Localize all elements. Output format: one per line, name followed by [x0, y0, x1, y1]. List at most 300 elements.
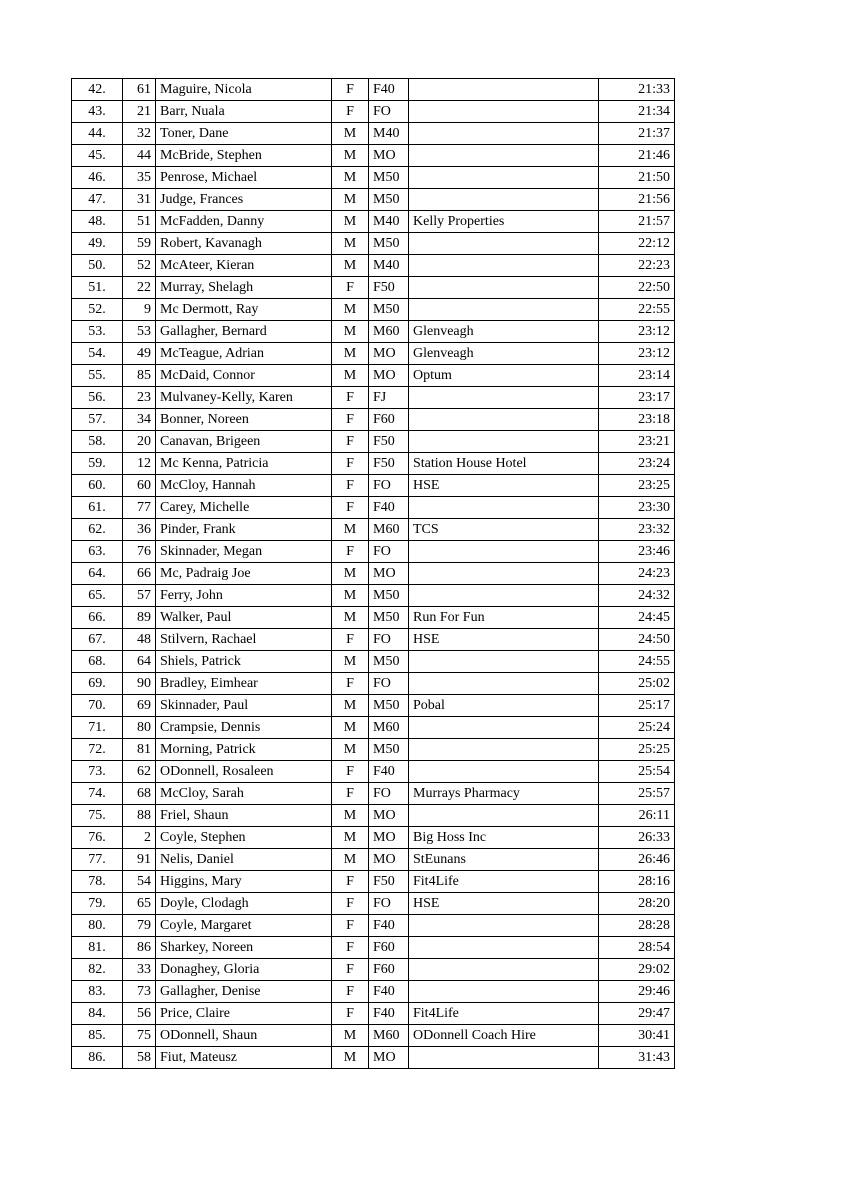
club-cell: Fit4Life	[409, 1003, 599, 1025]
finish-time-cell: 24:55	[599, 651, 675, 673]
finish-time-cell: 23:46	[599, 541, 675, 563]
table-row	[72, 629, 675, 651]
category-cell: F60	[369, 937, 409, 959]
bib-number-cell: 20	[123, 431, 156, 453]
runner-name-cell: Penrose, Michael	[156, 167, 332, 189]
table-row	[72, 387, 675, 409]
bib-number-cell: 64	[123, 651, 156, 673]
finish-time-cell: 24:50	[599, 629, 675, 651]
club-cell: Kelly Properties	[409, 211, 599, 233]
club-cell	[409, 167, 599, 189]
club-cell: Fit4Life	[409, 871, 599, 893]
club-cell	[409, 673, 599, 695]
bib-number-cell: 31	[123, 189, 156, 211]
club-cell	[409, 981, 599, 1003]
finish-time-cell: 25:57	[599, 783, 675, 805]
sex-cell: M	[332, 233, 369, 255]
club-cell: HSE	[409, 629, 599, 651]
position-cell: 66.	[72, 607, 123, 629]
bib-number-cell: 85	[123, 365, 156, 387]
position-cell: 44.	[72, 123, 123, 145]
bib-number-cell: 89	[123, 607, 156, 629]
category-cell: F50	[369, 277, 409, 299]
runner-name-cell: Nelis, Daniel	[156, 849, 332, 871]
category-cell: F40	[369, 981, 409, 1003]
bib-number-cell: 33	[123, 959, 156, 981]
bib-number-cell: 81	[123, 739, 156, 761]
category-cell: M50	[369, 739, 409, 761]
finish-time-cell: 23:24	[599, 453, 675, 475]
sex-cell: M	[332, 145, 369, 167]
club-cell	[409, 123, 599, 145]
category-cell: M50	[369, 607, 409, 629]
table-row	[72, 695, 675, 717]
sex-cell: M	[332, 519, 369, 541]
category-cell: M60	[369, 717, 409, 739]
finish-time-cell: 22:12	[599, 233, 675, 255]
finish-time-cell: 25:17	[599, 695, 675, 717]
bib-number-cell: 80	[123, 717, 156, 739]
table-row	[72, 211, 675, 233]
position-cell: 64.	[72, 563, 123, 585]
club-cell	[409, 937, 599, 959]
club-cell	[409, 959, 599, 981]
sex-cell: F	[332, 101, 369, 123]
sex-cell: M	[332, 563, 369, 585]
category-cell: M60	[369, 321, 409, 343]
runner-name-cell: Mc Dermott, Ray	[156, 299, 332, 321]
table-row	[72, 277, 675, 299]
table-row	[72, 79, 675, 101]
club-cell: Murrays Pharmacy	[409, 783, 599, 805]
sex-cell: M	[332, 1047, 369, 1069]
category-cell: F50	[369, 871, 409, 893]
table-row	[72, 563, 675, 585]
runner-name-cell: Friel, Shaun	[156, 805, 332, 827]
sex-cell: F	[332, 629, 369, 651]
club-cell: Big Hoss Inc	[409, 827, 599, 849]
table-row	[72, 981, 675, 1003]
finish-time-cell: 29:02	[599, 959, 675, 981]
position-cell: 61.	[72, 497, 123, 519]
table-row	[72, 871, 675, 893]
sex-cell: F	[332, 277, 369, 299]
category-cell: M50	[369, 585, 409, 607]
table-row	[72, 1025, 675, 1047]
finish-time-cell: 21:56	[599, 189, 675, 211]
bib-number-cell: 9	[123, 299, 156, 321]
runner-name-cell: McAteer, Kieran	[156, 255, 332, 277]
bib-number-cell: 91	[123, 849, 156, 871]
category-cell: F40	[369, 761, 409, 783]
club-cell	[409, 431, 599, 453]
finish-time-cell: 26:33	[599, 827, 675, 849]
table-row	[72, 849, 675, 871]
category-cell: F50	[369, 431, 409, 453]
bib-number-cell: 66	[123, 563, 156, 585]
table-row	[72, 343, 675, 365]
runner-name-cell: Morning, Patrick	[156, 739, 332, 761]
runner-name-cell: Murray, Shelagh	[156, 277, 332, 299]
category-cell: FO	[369, 475, 409, 497]
finish-time-cell: 22:50	[599, 277, 675, 299]
table-row	[72, 233, 675, 255]
category-cell: M60	[369, 519, 409, 541]
club-cell	[409, 409, 599, 431]
finish-time-cell: 28:54	[599, 937, 675, 959]
table-row	[72, 431, 675, 453]
club-cell	[409, 233, 599, 255]
table-row	[72, 673, 675, 695]
club-cell	[409, 387, 599, 409]
bib-number-cell: 36	[123, 519, 156, 541]
position-cell: 59.	[72, 453, 123, 475]
club-cell	[409, 189, 599, 211]
finish-time-cell: 21:37	[599, 123, 675, 145]
sex-cell: M	[332, 805, 369, 827]
sex-cell: M	[332, 211, 369, 233]
runner-name-cell: Maguire, Nicola	[156, 79, 332, 101]
category-cell: M50	[369, 233, 409, 255]
table-row	[72, 475, 675, 497]
finish-time-cell: 24:45	[599, 607, 675, 629]
position-cell: 53.	[72, 321, 123, 343]
club-cell: Glenveagh	[409, 343, 599, 365]
bib-number-cell: 76	[123, 541, 156, 563]
position-cell: 73.	[72, 761, 123, 783]
club-cell	[409, 101, 599, 123]
runner-name-cell: Bonner, Noreen	[156, 409, 332, 431]
position-cell: 49.	[72, 233, 123, 255]
sex-cell: M	[332, 1025, 369, 1047]
position-cell: 55.	[72, 365, 123, 387]
position-cell: 81.	[72, 937, 123, 959]
sex-cell: M	[332, 167, 369, 189]
table-row	[72, 607, 675, 629]
category-cell: M50	[369, 167, 409, 189]
position-cell: 85.	[72, 1025, 123, 1047]
runner-name-cell: Gallagher, Denise	[156, 981, 332, 1003]
category-cell: FO	[369, 629, 409, 651]
finish-time-cell: 21:34	[599, 101, 675, 123]
sex-cell: M	[332, 189, 369, 211]
category-cell: F40	[369, 497, 409, 519]
sex-cell: F	[332, 497, 369, 519]
bib-number-cell: 77	[123, 497, 156, 519]
table-row	[72, 101, 675, 123]
runner-name-cell: ODonnell, Shaun	[156, 1025, 332, 1047]
sex-cell: F	[332, 1003, 369, 1025]
position-cell: 77.	[72, 849, 123, 871]
runner-name-cell: Robert, Kavanagh	[156, 233, 332, 255]
position-cell: 58.	[72, 431, 123, 453]
category-cell: F40	[369, 1003, 409, 1025]
table-row	[72, 805, 675, 827]
runner-name-cell: Barr, Nuala	[156, 101, 332, 123]
club-cell	[409, 915, 599, 937]
finish-time-cell: 24:23	[599, 563, 675, 585]
sex-cell: M	[332, 343, 369, 365]
position-cell: 52.	[72, 299, 123, 321]
category-cell: M40	[369, 123, 409, 145]
position-cell: 74.	[72, 783, 123, 805]
club-cell: Station House Hotel	[409, 453, 599, 475]
sex-cell: F	[332, 387, 369, 409]
position-cell: 79.	[72, 893, 123, 915]
club-cell: ODonnell Coach Hire	[409, 1025, 599, 1047]
finish-time-cell: 29:46	[599, 981, 675, 1003]
finish-time-cell: 25:02	[599, 673, 675, 695]
table-row	[72, 189, 675, 211]
runner-name-cell: Pinder, Frank	[156, 519, 332, 541]
category-cell: MO	[369, 805, 409, 827]
position-cell: 51.	[72, 277, 123, 299]
bib-number-cell: 44	[123, 145, 156, 167]
category-cell: MO	[369, 827, 409, 849]
runner-name-cell: Skinnader, Megan	[156, 541, 332, 563]
category-cell: MO	[369, 849, 409, 871]
category-cell: FJ	[369, 387, 409, 409]
sex-cell: F	[332, 541, 369, 563]
position-cell: 60.	[72, 475, 123, 497]
club-cell	[409, 1047, 599, 1069]
table-row	[72, 409, 675, 431]
results-table	[71, 78, 675, 1069]
bib-number-cell: 35	[123, 167, 156, 189]
runner-name-cell: Stilvern, Rachael	[156, 629, 332, 651]
club-cell	[409, 299, 599, 321]
sex-cell: F	[332, 673, 369, 695]
finish-time-cell: 23:12	[599, 321, 675, 343]
position-cell: 67.	[72, 629, 123, 651]
finish-time-cell: 23:32	[599, 519, 675, 541]
runner-name-cell: Doyle, Clodagh	[156, 893, 332, 915]
runner-name-cell: Bradley, Eimhear	[156, 673, 332, 695]
position-cell: 57.	[72, 409, 123, 431]
club-cell	[409, 717, 599, 739]
category-cell: F40	[369, 915, 409, 937]
sex-cell: M	[332, 299, 369, 321]
sex-cell: M	[332, 607, 369, 629]
finish-time-cell: 25:54	[599, 761, 675, 783]
finish-time-cell: 23:17	[599, 387, 675, 409]
runner-name-cell: Sharkey, Noreen	[156, 937, 332, 959]
table-row	[72, 321, 675, 343]
runner-name-cell: Fiut, Mateusz	[156, 1047, 332, 1069]
category-cell: FO	[369, 893, 409, 915]
club-cell	[409, 79, 599, 101]
position-cell: 68.	[72, 651, 123, 673]
runner-name-cell: Gallagher, Bernard	[156, 321, 332, 343]
finish-time-cell: 23:18	[599, 409, 675, 431]
position-cell: 47.	[72, 189, 123, 211]
finish-time-cell: 23:21	[599, 431, 675, 453]
sex-cell: F	[332, 409, 369, 431]
category-cell: M50	[369, 189, 409, 211]
sex-cell: M	[332, 717, 369, 739]
bib-number-cell: 51	[123, 211, 156, 233]
club-cell: HSE	[409, 893, 599, 915]
finish-time-cell: 21:33	[599, 79, 675, 101]
runner-name-cell: Carey, Michelle	[156, 497, 332, 519]
club-cell	[409, 563, 599, 585]
table-row	[72, 255, 675, 277]
runner-name-cell: McCloy, Hannah	[156, 475, 332, 497]
finish-time-cell: 28:20	[599, 893, 675, 915]
table-row	[72, 1003, 675, 1025]
finish-time-cell: 28:28	[599, 915, 675, 937]
club-cell: Run For Fun	[409, 607, 599, 629]
table-row	[72, 915, 675, 937]
bib-number-cell: 68	[123, 783, 156, 805]
bib-number-cell: 21	[123, 101, 156, 123]
club-cell	[409, 739, 599, 761]
position-cell: 50.	[72, 255, 123, 277]
sex-cell: M	[332, 365, 369, 387]
bib-number-cell: 53	[123, 321, 156, 343]
position-cell: 75.	[72, 805, 123, 827]
position-cell: 80.	[72, 915, 123, 937]
bib-number-cell: 22	[123, 277, 156, 299]
finish-time-cell: 23:14	[599, 365, 675, 387]
category-cell: MO	[369, 1047, 409, 1069]
table-row	[72, 717, 675, 739]
sex-cell: F	[332, 783, 369, 805]
bib-number-cell: 59	[123, 233, 156, 255]
runner-name-cell: McBride, Stephen	[156, 145, 332, 167]
finish-time-cell: 25:25	[599, 739, 675, 761]
table-row	[72, 365, 675, 387]
club-cell	[409, 255, 599, 277]
finish-time-cell: 30:41	[599, 1025, 675, 1047]
position-cell: 45.	[72, 145, 123, 167]
position-cell: 69.	[72, 673, 123, 695]
sex-cell: F	[332, 79, 369, 101]
category-cell: FO	[369, 541, 409, 563]
sex-cell: M	[332, 651, 369, 673]
table-row	[72, 453, 675, 475]
club-cell	[409, 805, 599, 827]
position-cell: 82.	[72, 959, 123, 981]
table-row	[72, 937, 675, 959]
bib-number-cell: 58	[123, 1047, 156, 1069]
club-cell	[409, 277, 599, 299]
position-cell: 46.	[72, 167, 123, 189]
runner-name-cell: Crampsie, Dennis	[156, 717, 332, 739]
runner-name-cell: Ferry, John	[156, 585, 332, 607]
runner-name-cell: Walker, Paul	[156, 607, 332, 629]
finish-time-cell: 31:43	[599, 1047, 675, 1069]
category-cell: FO	[369, 673, 409, 695]
club-cell: Glenveagh	[409, 321, 599, 343]
table-row	[72, 761, 675, 783]
category-cell: F60	[369, 409, 409, 431]
club-cell	[409, 145, 599, 167]
table-row	[72, 145, 675, 167]
category-cell: M40	[369, 211, 409, 233]
sex-cell: F	[332, 431, 369, 453]
club-cell: StEunans	[409, 849, 599, 871]
runner-name-cell: Mulvaney-Kelly, Karen	[156, 387, 332, 409]
bib-number-cell: 49	[123, 343, 156, 365]
finish-time-cell: 21:50	[599, 167, 675, 189]
bib-number-cell: 48	[123, 629, 156, 651]
category-cell: FO	[369, 101, 409, 123]
position-cell: 63.	[72, 541, 123, 563]
bib-number-cell: 23	[123, 387, 156, 409]
table-row	[72, 893, 675, 915]
category-cell: MO	[369, 343, 409, 365]
position-cell: 78.	[72, 871, 123, 893]
bib-number-cell: 32	[123, 123, 156, 145]
category-cell: MO	[369, 563, 409, 585]
table-row	[72, 497, 675, 519]
finish-time-cell: 22:55	[599, 299, 675, 321]
bib-number-cell: 75	[123, 1025, 156, 1047]
position-cell: 43.	[72, 101, 123, 123]
sex-cell: F	[332, 937, 369, 959]
bib-number-cell: 34	[123, 409, 156, 431]
finish-time-cell: 28:16	[599, 871, 675, 893]
position-cell: 76.	[72, 827, 123, 849]
club-cell	[409, 541, 599, 563]
sex-cell: M	[332, 849, 369, 871]
position-cell: 48.	[72, 211, 123, 233]
runner-name-cell: Judge, Frances	[156, 189, 332, 211]
position-cell: 54.	[72, 343, 123, 365]
runner-name-cell: McDaid, Connor	[156, 365, 332, 387]
bib-number-cell: 52	[123, 255, 156, 277]
runner-name-cell: Mc Kenna, Patricia	[156, 453, 332, 475]
bib-number-cell: 57	[123, 585, 156, 607]
club-cell	[409, 497, 599, 519]
runner-name-cell: Mc, Padraig Joe	[156, 563, 332, 585]
category-cell: FO	[369, 783, 409, 805]
sex-cell: F	[332, 761, 369, 783]
bib-number-cell: 61	[123, 79, 156, 101]
runner-name-cell: Canavan, Brigeen	[156, 431, 332, 453]
finish-time-cell: 21:46	[599, 145, 675, 167]
sex-cell: M	[332, 739, 369, 761]
runner-name-cell: ODonnell, Rosaleen	[156, 761, 332, 783]
bib-number-cell: 90	[123, 673, 156, 695]
finish-time-cell: 24:32	[599, 585, 675, 607]
club-cell: Optum	[409, 365, 599, 387]
bib-number-cell: 2	[123, 827, 156, 849]
position-cell: 65.	[72, 585, 123, 607]
bib-number-cell: 69	[123, 695, 156, 717]
finish-time-cell: 23:12	[599, 343, 675, 365]
category-cell: F40	[369, 79, 409, 101]
position-cell: 62.	[72, 519, 123, 541]
table-row	[72, 299, 675, 321]
sex-cell: M	[332, 123, 369, 145]
bib-number-cell: 56	[123, 1003, 156, 1025]
position-cell: 83.	[72, 981, 123, 1003]
bib-number-cell: 88	[123, 805, 156, 827]
sex-cell: F	[332, 893, 369, 915]
category-cell: F60	[369, 959, 409, 981]
runner-name-cell: Coyle, Margaret	[156, 915, 332, 937]
table-row	[72, 827, 675, 849]
finish-time-cell: 21:57	[599, 211, 675, 233]
bib-number-cell: 62	[123, 761, 156, 783]
table-row	[72, 519, 675, 541]
position-cell: 72.	[72, 739, 123, 761]
runner-name-cell: Toner, Dane	[156, 123, 332, 145]
runner-name-cell: Skinnader, Paul	[156, 695, 332, 717]
table-row	[72, 783, 675, 805]
